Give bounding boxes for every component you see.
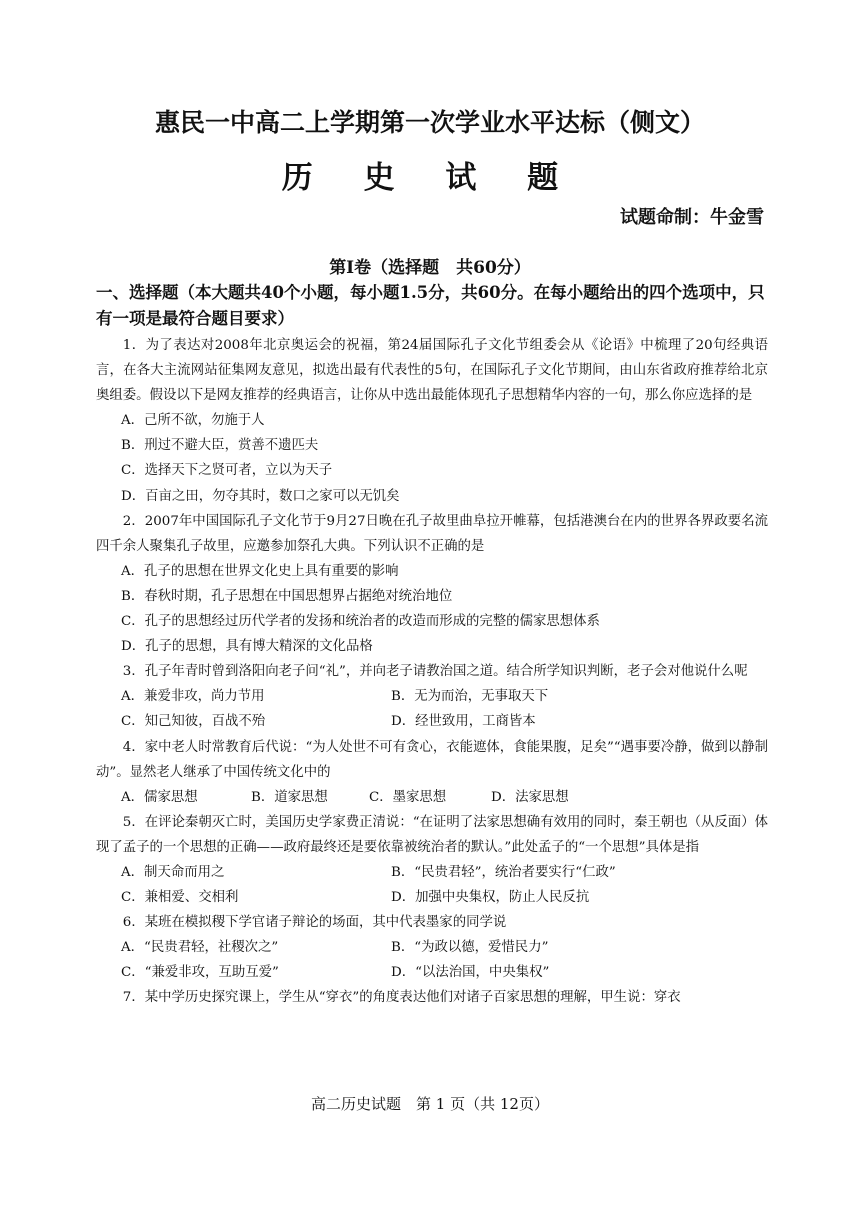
option-row [96, 709, 768, 734]
question-stem: 2．2007年中国国际孔子文化节于9月27日晚在孔子故里曲阜拉开帷幕，包括港澳台在内的世界各界政要名流四千余人聚集孔子故里，应邀参加祭孔大典。下列认识不正确的是 [96, 513, 768, 554]
option: C．“兼爱非攻，互助互爱” [121, 965, 279, 981]
question-stem: 4．家中老人时常教育后代说：“为人处世不可有贪心，衣能遮体，食能果腹，足矣”“遇事要冷静，做到以静制动”。显然老人继承了中国传统文化中的 [96, 739, 768, 780]
option: A．儒家思想 [121, 789, 198, 805]
page-footer: 高二历史试题 第 1 页（共 12页） [311, 1095, 549, 1113]
option-row [96, 960, 768, 985]
option: B．无为而治，无事取天下 [391, 689, 549, 705]
question-stem: 6．某班在模拟稷下学官诸子辩论的场面，其中代表墨家的同学说 [122, 915, 507, 931]
question-stem: 5．在评论秦朝灭亡时，美国历史学家费正清说：“在证明了法家思想确有效用的同时，秦王朝也（从反面）体现了孟子的一个思想的正确——政府最终还是要依靠被统治者的默认。”此处孟子的“一个思想”具体是指 [96, 814, 768, 855]
question-stem: 1．为了表达对2008年北京奥运会的祝福，第24届国际孔子文化节组委会从《论语》中梳理了20句经典语言，在各大主流网站征集网友意见，拟选出最有代表性的5句，在国际孔子文化节期间，由山东省政府推荐给北京奥组委。假设以下是网友推荐的经典语言，让你从中选出最能体现孔子思想精华内容的一句，那么你应选择的是 [96, 338, 768, 404]
option: A．制天命而用之 [121, 864, 225, 880]
option: B．刑过不避大臣，赏善不遗匹夫 [121, 438, 319, 454]
option-row [96, 684, 768, 709]
option: C．孔子的思想经过历代学者的发扬和统治者的改造而形成的完整的儒家思想体系 [121, 614, 600, 630]
option-row [96, 935, 768, 960]
option: B．道家思想 [251, 789, 328, 805]
option: A．“民贵君轻，社稷次之” [121, 940, 279, 956]
option: C．选择天下之贤可者，立以为天子 [121, 463, 333, 479]
option: B．春秋时期，孔子思想在中国思想界占据绝对统治地位 [121, 588, 453, 604]
option: A．兼爱非攻，尚力节用 [121, 689, 265, 705]
option-row [96, 885, 768, 910]
section-heading: 第Ⅰ卷（选择题 共60分） [329, 258, 531, 278]
option: D．百亩之田，勿夺其时，数口之家可以无饥矣 [121, 488, 400, 504]
option: D．“以法治国，中央集权” [391, 965, 550, 981]
question-list [96, 333, 768, 1011]
section-instruction: 一、选择题（本大题共40个小题，每小题1.5分，共60分。在每小题给出的四个选项中，只有一项是最符合题目要求） [96, 283, 765, 328]
exam-title: 惠民一中高二上学期第一次学业水平达标（侧文） [154, 108, 705, 137]
option: C．兼相爱、交相利 [121, 890, 239, 906]
option: D．法家思想 [491, 789, 569, 805]
option: A．己所不欲，勿施于人 [121, 413, 265, 429]
option: A．孔子的思想在世界文化史上具有重要的影响 [121, 563, 399, 579]
question-stem: 7．某中学历史探究课上，学生从“穿衣”的角度表达他们对诸子百家思想的理解，甲生说：穿衣 [122, 990, 681, 1006]
option-row [96, 785, 768, 810]
option: D．孔子的思想，具有博大精深的文化品格 [121, 639, 373, 655]
option: C．墨家思想 [369, 789, 447, 805]
question-stem: 3．孔子年青时曾到洛阳向老子问“礼”，并向老子请教治国之道。结合所学知识判断，老子会对他说什么呢 [122, 664, 748, 680]
option: D．加强中央集权，防止人民反抗 [391, 890, 590, 906]
option: C．知己知彼，百战不殆 [121, 714, 266, 730]
option: D．经世致用，工商皆本 [391, 714, 536, 730]
option-row [96, 860, 768, 885]
subject-title: 历 史 试 题 [281, 160, 579, 196]
option: B．“为政以德，爱惜民力” [391, 940, 549, 956]
author-line: 试题命制：牛金雪 [620, 207, 764, 228]
option: B．“民贵君轻”，统治者要实行“仁政” [391, 864, 616, 880]
